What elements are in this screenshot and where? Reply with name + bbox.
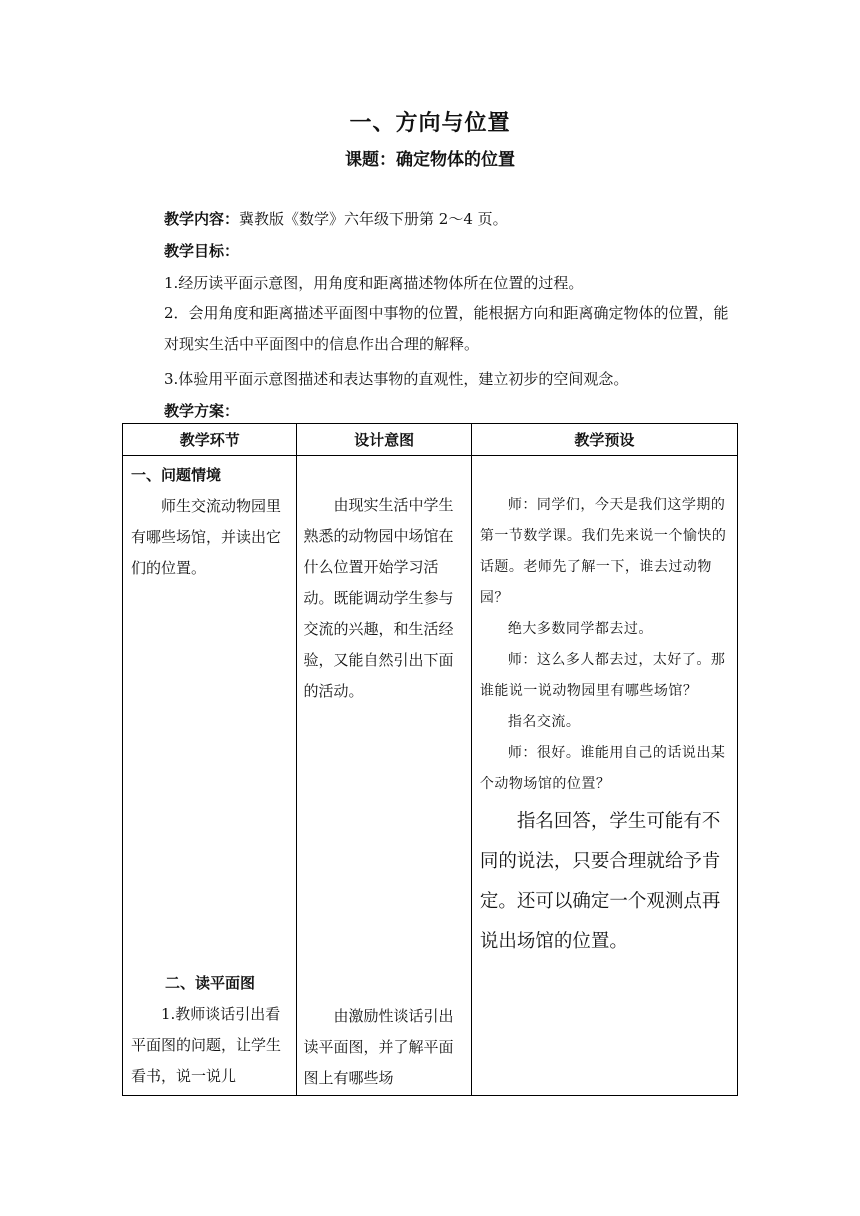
table-row (123, 456, 738, 1096)
section-2-text: 1.教师谈话引出看平面图的问题，让学生看书，说一说儿 (131, 1005, 282, 1085)
stage-cell (123, 456, 297, 1096)
section-1-title: 一、问题情境 (131, 466, 222, 484)
dialogue-2: 绝大多数同学都去过。 (507, 621, 653, 637)
dialogue-6: 指名回答，学生可能有不同的说法，只要合理就给予肯定。还可以确定一个观测点再说出场馆的位置。 (479, 811, 721, 952)
teaching-content-text: 冀教版《数学》六年级下册第 2～4 页。 (239, 210, 508, 228)
teaching-plan-label: 教学方案： (164, 402, 240, 420)
teaching-content (164, 208, 508, 229)
dialogue-3: 师：这么多人都去过，太好了。那谁能说一说动物园里有哪些场馆？ (479, 652, 726, 699)
section-2-title: 二、读平面图 (165, 974, 256, 992)
header-design-intent: 设计意图 (297, 424, 471, 456)
goal-2: 2．会用角度和距离描述平面图中事物的位置，能根据方向和距离确定物体的位置，能对现实生活中平面图中的信息作出合理的解释。 (164, 304, 729, 353)
preset-cell (471, 456, 737, 1096)
teaching-goals-label: 教学目标： (164, 242, 240, 260)
intent-cell (297, 456, 471, 1096)
dialogue-1: 师：同学们，今天是我们这学期的第一节数学课。我们先来说一个愉快的话题。老师先了解一下，谁去过动物园？ (479, 497, 727, 606)
goal-3: 3.体验用平面示意图描述和表达事物的直观性，建立初步的空间观念。 (164, 370, 629, 388)
header-teaching-stage: 教学环节 (123, 424, 297, 456)
goal-1: 1.经历读平面示意图，用角度和距离描述物体所在位置的过程。 (164, 274, 584, 292)
header-teaching-preset: 教学预设 (471, 424, 737, 456)
lesson-subtitle: 课题：确定物体的位置 (345, 150, 515, 170)
dialogue-4: 指名交流。 (507, 714, 581, 730)
lesson-plan-table (122, 423, 738, 1096)
teaching-content-label: 教学内容： (164, 210, 240, 228)
intent-1-text: 由现实生活中学生熟悉的动物园中场馆在什么位置开始学习活动。既能调动学生参与交流的兴趣，和生活经验，又能自然引出下面的活动。 (303, 496, 454, 700)
table-header-row (123, 424, 738, 456)
dialogue-5: 师：很好。谁能用自己的话说出某个动物场馆的位置？ (479, 745, 726, 792)
section-1-text: 师生交流动物园里有哪些场馆，并读出它们的位置。 (131, 497, 282, 577)
page-title: 一、方向与位置 (349, 111, 511, 136)
intent-2-text: 由激励性谈话引出读平面图，并了解平面图上有哪些场 (303, 1007, 454, 1087)
